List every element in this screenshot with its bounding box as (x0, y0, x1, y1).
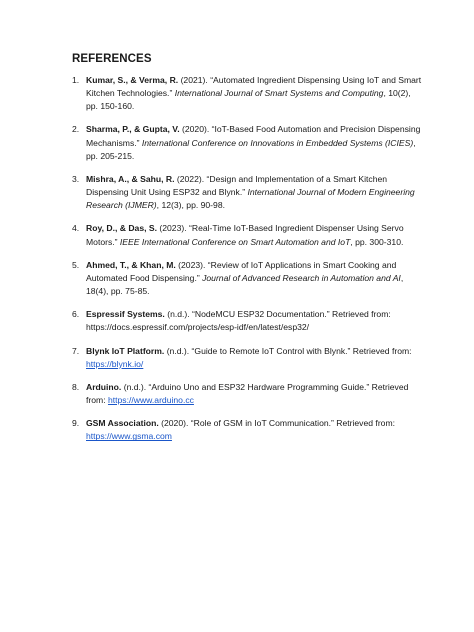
reference-number: 5. (72, 259, 80, 270)
reference-authors: Sharma, P., & Gupta, V. (86, 124, 180, 135)
reference-number: 2. (72, 124, 80, 135)
reference-number: 4. (72, 223, 80, 234)
reference-item (72, 417, 422, 443)
reference-organization: GSM Association. (86, 418, 159, 429)
reference-venue: Journal of Advanced Research in Automation and AI (202, 272, 401, 283)
reference-number: 6. (72, 309, 80, 320)
reference-text: (n.d.). “NodeMCU ESP32 Documentation.” Retrieved from: https://docs.espressif.com/projects/esp-idf/en/latest/esp32/ (86, 309, 391, 333)
reference-link[interactable]: https://www.arduino.cc (107, 395, 194, 406)
reference-title: (2021). “Automated Ingredient Dispensing Using IoT and Smart Kitchen Technologies.” (86, 75, 422, 99)
reference-item (72, 74, 422, 113)
reference-link[interactable]: https://blynk.io/ (86, 358, 144, 369)
reference-authors: Roy, D., & Das, S. (86, 223, 157, 234)
reference-authors: Ahmed, T., & Khan, M. (86, 259, 176, 270)
reference-organization: Espressif Systems. (86, 309, 165, 320)
reference-authors: Mishra, A., & Sahu, R. (86, 173, 175, 184)
reference-details: , pp. 205-215. (86, 137, 416, 161)
reference-venue: International Journal of Smart Systems and Computing (174, 88, 384, 99)
reference-venue: IEEE International Conference on Smart Automation and IoT (119, 236, 351, 247)
reference-item (72, 345, 422, 371)
reference-title: (2023). “Real-Time IoT-Based Ingredient Dispenser Using Servo Motors.” (86, 223, 404, 247)
reference-item (72, 259, 422, 298)
reference-number: 9. (72, 418, 80, 429)
reference-details: , 10(2), pp. 150-160. (86, 88, 411, 112)
reference-item (72, 173, 422, 212)
reference-details: , 18(4), pp. 75-85. (86, 272, 404, 296)
reference-item (72, 381, 422, 407)
reference-item (72, 123, 422, 162)
references-heading: REFERENCES (72, 53, 152, 65)
reference-venue: International Journal of Modern Engineering Research (IJMER) (86, 187, 415, 211)
reference-item (72, 222, 422, 248)
reference-details: , 12(3), pp. 90-98. (156, 200, 225, 211)
reference-number: 3. (72, 173, 80, 184)
reference-link[interactable]: https://www.gsma.com (86, 431, 172, 442)
reference-number: 8. (72, 382, 80, 392)
reference-number: 7. (72, 345, 80, 356)
reference-text: (2020). “Role of GSM in IoT Communication.” Retrieved from: (158, 418, 396, 429)
reference-authors: Kumar, S., & Verma, R. (86, 75, 179, 85)
reference-text: (n.d.). “Guide to Remote IoT Control with Blynk.” Retrieved from: (164, 345, 412, 356)
reference-title: (2022). “Design and Implementation of a Smart Kitchen Dispensing Unit Using ESP32 and Blynk.” (86, 173, 388, 198)
reference-list (72, 74, 422, 454)
reference-title: (2020). “IoT-Based Food Automation and Precision Dispensing Mechanisms.” (86, 124, 421, 148)
reference-organization: Arduino. (86, 382, 122, 392)
reference-organization: Blynk IoT Platform. (86, 345, 165, 356)
reference-number: 1. (72, 75, 80, 85)
reference-title: (2023). “Review of IoT Applications in Smart Cooking and Automated Food Dispensing.” (86, 259, 397, 283)
reference-text: (n.d.). “Arduino Uno and ESP32 Hardware Programming Guide.” Retrieved from: (86, 382, 409, 406)
reference-details: , pp. 300-310. (350, 236, 404, 247)
reference-item (72, 308, 422, 334)
reference-venue: International Conference on Innovations in Embedded Systems (ICIES) (141, 137, 414, 148)
